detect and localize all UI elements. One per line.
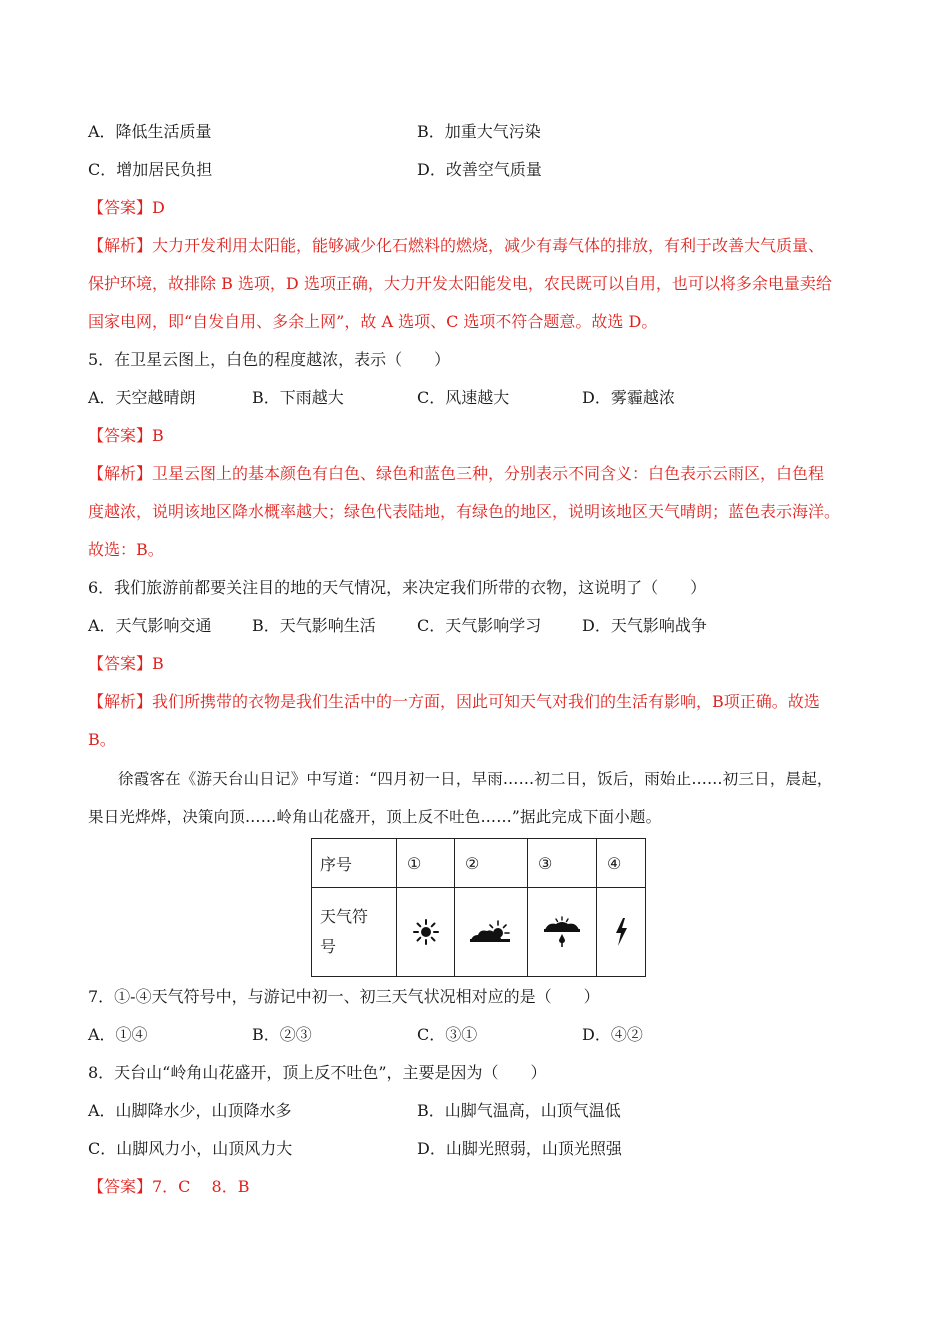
q6-option-b: B．天气影响生活	[252, 616, 376, 635]
passage-line-1: 徐霞客在《游天台山日记》中写道：“四月初一日，早雨……初二日，饭后，雨始止……初三日，晨起，	[118, 770, 833, 788]
table-header-2: ②	[455, 839, 528, 888]
q6-analysis-line-2: B。	[88, 730, 116, 749]
lightning-icon	[613, 917, 629, 947]
q5-stem: 5．在卫星云图上，白色的程度越浓，表示（ ）	[88, 350, 451, 369]
q5-option-c: C．风速越大	[417, 388, 510, 407]
q4-option-c: C．增加居民负担	[88, 160, 213, 179]
q5-option-a: A．天空越晴朗	[88, 388, 196, 407]
cloud-rain-icon	[542, 916, 582, 948]
q7-option-b: B．②③	[252, 1025, 312, 1044]
sun-icon	[412, 918, 440, 946]
q7-option-d: D．④②	[582, 1025, 643, 1044]
table-header-3: ③	[528, 839, 597, 888]
q5-analysis-line-2: 度越浓，说明该地区降水概率越大；绿色代表陆地，有绿色的地区，说明该地区天气晴朗；蓝色表示海洋。	[88, 502, 841, 521]
table-header-4: ④	[597, 839, 646, 888]
table-symbol-row	[312, 888, 646, 977]
q4-analysis-line-2: 保护环境，故排除 B 选项，D 选项正确，大力开发太阳能发电，农民既可以自用，也可以将多余电量卖给	[88, 274, 832, 293]
q8-option-b: B．山脚气温高，山顶气温低	[417, 1101, 621, 1120]
q6-analysis-line-1: 【解析】我们所携带的衣物是我们生活中的一方面，因此可知天气对我们的生活有影响，B项正确。故选	[88, 692, 820, 711]
q4-answer: 【答案】D	[88, 198, 165, 217]
cloud-sun-icon	[468, 919, 514, 945]
q6-option-a: A．天气影响交通	[88, 616, 212, 635]
q5-analysis-line-3: 故选：B。	[88, 540, 164, 559]
q8-stem: 8．天台山“岭角山花盛开，顶上反不吐色”，主要是因为（ ）	[88, 1063, 547, 1082]
q8-option-d: D．山脚光照弱，山顶光照强	[417, 1139, 622, 1158]
q7-option-a: A．①④	[88, 1025, 148, 1044]
q4-analysis-line-1: 【解析】大力开发利用太阳能，能够减少化石燃料的燃烧，减少有毒气体的排放，有利于改善大气质量、	[88, 236, 825, 255]
table-header-1: ①	[397, 839, 455, 888]
q6-option-d: D．天气影响战争	[582, 616, 707, 635]
q5-analysis-line-1: 【解析】卫星云图上的基本颜色有白色、绿色和蓝色三种，分别表示不同含义：白色表示云雨区，白色程	[88, 464, 825, 483]
table-header-row	[312, 839, 646, 888]
q4-option-a: A．降低生活质量	[88, 122, 212, 141]
q78-answer: 【答案】7．C 8．B	[88, 1177, 250, 1196]
passage-line-2: 果日光烨烨，决策向顶……岭角山花盛开，顶上反不吐色……”据此完成下面小题。	[88, 808, 662, 826]
q7-option-c: C．③①	[417, 1025, 478, 1044]
q6-stem: 6．我们旅游前都要关注目的地的天气情况，来决定我们所带的衣物，这说明了（ ）	[88, 578, 707, 597]
table-header-index: 序号	[312, 839, 397, 888]
q4-analysis-line-3: 国家电网，即“自发自用、多余上网”，故 A 选项、C 选项不符合题意。故选 D。	[88, 312, 658, 331]
q6-answer: 【答案】B	[88, 654, 164, 673]
q8-option-a: A．山脚降水少，山顶降水多	[88, 1101, 292, 1120]
q4-option-b: B．加重大气污染	[417, 122, 541, 141]
q6-option-c: C．天气影响学习	[417, 616, 542, 635]
q8-option-c: C．山脚风力小，山顶风力大	[88, 1139, 293, 1158]
table-row-label: 天气符 号	[312, 888, 397, 977]
q5-answer: 【答案】B	[88, 426, 164, 445]
q4-option-d: D．改善空气质量	[417, 160, 542, 179]
weather-symbol-table	[311, 838, 646, 977]
q5-option-b: B．下雨越大	[252, 388, 344, 407]
q7-stem: 7．①-④天气符号中，与游记中初一、初三天气状况相对应的是（ ）	[88, 987, 600, 1006]
q5-option-d: D．雾霾越浓	[582, 388, 675, 407]
